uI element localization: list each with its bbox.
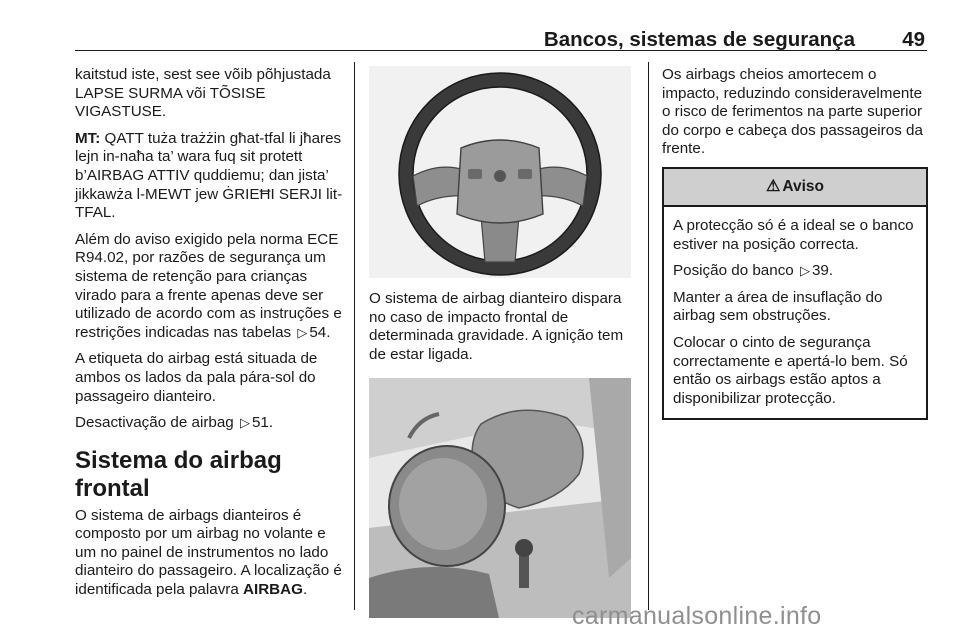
steering-wheel-illustration	[369, 66, 631, 278]
paragraph: Os airbags cheios amortecem o impacto, reduzindo consideravelmente o risco de ferimentos na parte superior do corpo e cabeça dos passageiros da frente.	[662, 66, 923, 158]
page-ref-icon: ▷	[239, 415, 250, 431]
page-ref-number[interactable]: 51	[251, 414, 269, 432]
paragraph: A etiqueta do airbag está situada de ambos os lados da pala pára-sol do passageiro dianteiro.	[75, 350, 318, 405]
column-divider-left	[354, 62, 355, 610]
warning-title: Aviso	[782, 177, 824, 195]
paragraph-maltese	[75, 130, 347, 223]
paragraph-text: O sistema de airbags dianteiros é composto por um airbag no volante e um no painel de instrumentos no lado dianteiro do passageiro. A localização é identificada pela palavra	[75, 506, 342, 599]
warning-paragraph: Manter a área de insuflação do airbag sem obstruções.	[673, 288, 883, 325]
airbag-deployment-illustration	[369, 378, 631, 618]
page-header	[75, 28, 927, 50]
paragraph: Desactivação de airbag ▷ 51.	[75, 414, 274, 432]
column-left	[75, 66, 347, 608]
warning-body	[664, 207, 926, 418]
column-divider-right	[648, 62, 649, 610]
page-ref-icon: ▷	[799, 263, 810, 279]
header-title: Bancos, sistemas de segurança	[543, 28, 855, 51]
warning-header	[664, 169, 926, 207]
warning-paragraph: Colocar o cinto de segurança correctamente e apertá-lo bem. Só então os airbags estão aptos a disponibilizar protecção.	[673, 333, 908, 407]
paragraph-text: QATT tuża trażżin għat-tfal li jħares lejn in-naħa ta’ wara fuq sit protett b’AIRBAG ATTIV quddiemu; dan jista’ jikkawża l-MEWT jew ĠRIEĦI SERJI lit-TFAL.	[75, 129, 343, 222]
paragraph-text: Além do aviso exigido pela norma ECE R94.02, por razões de segurança um sistema de retenção para crianças virado para a frente apenas deve ser utilizado de acordo com as instruções e restrições indicadas nas tabelas	[75, 230, 342, 341]
watermark: carmanualsonline.info	[572, 602, 822, 630]
warning-box	[662, 167, 928, 420]
figure-caption: O sistema de airbag dianteiro dispara no caso de impacto frontal de determinada gravidade. A ignição tem de estar ligada.	[369, 290, 624, 363]
paragraph-text: Posição do banco	[673, 262, 798, 280]
paragraph: Além do aviso exigido pela norma ECE R94.02, por razões de segurança um sistema de retenção para crianças virado para a frente apenas deve ser utilizado de acordo com as instruções e restrições indicadas nas tabelas ▷ 54.	[75, 230, 342, 341]
section-heading: Sistema do airbag frontal	[75, 446, 282, 502]
warning-paragraph: A protecção só é a ideal se o banco estiver na posição correcta.	[673, 216, 914, 253]
warning-paragraph: Posição do banco ▷ 39.	[673, 262, 834, 280]
header-rule	[75, 50, 927, 51]
column-middle	[369, 66, 633, 618]
paragraph: kaitstud iste, sest see võib põhjustada LAPSE SURMA või TÕSISE VIGASTUSE.	[75, 66, 331, 121]
page-ref-icon: ▷	[297, 324, 308, 340]
page-number: 49	[902, 28, 925, 51]
page-ref-number[interactable]: 39	[811, 262, 829, 280]
column-right	[662, 66, 928, 420]
paragraph: O sistema de airbags dianteiros é composto por um airbag no volante e um no painel de instrumentos no lado dianteiro do passageiro. A localização é identificada pela palavra AIRBAG.	[75, 506, 342, 599]
warning-triangle-icon: ⚠	[766, 177, 781, 195]
page-ref-number[interactable]: 54	[309, 323, 327, 341]
airbag-keyword: AIRBAG	[243, 581, 303, 599]
language-label: MT:	[75, 129, 101, 147]
paragraph-text: Desactivação de airbag	[75, 414, 238, 432]
